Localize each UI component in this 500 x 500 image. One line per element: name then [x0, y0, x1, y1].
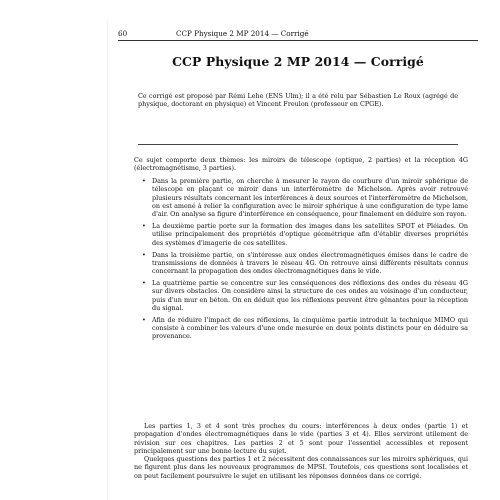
themes-paragraph: Ce sujet comporte deux thèmes: les miroirs de télescope (optique, 2 parties) et la réception 4G (électromagnétisme, 3 parties). — [134, 156, 468, 173]
list-item — [142, 279, 468, 312]
closing-section — [134, 422, 468, 480]
closing-paragraph: Quelques questions des parties 1 et 2 nécessitent des connaissances sur les miroirs sphériques, qui ne figurent plus dans les nouveaux programmes de MPSI. Toutefois, ces questions sont localisées et on peut facilement poursuivre le sujet en utilisant les réponses données dans ce corrigé. — [134, 455, 468, 480]
bullet-icon: • — [142, 222, 146, 231]
bullet-icon: • — [142, 315, 146, 324]
page-title: CCP Physique 2 MP 2014 — Corrigé — [172, 54, 424, 69]
list-item-text: Dans la première partie, on cherche à mesurer le rayon de courbure d'un miroir sphérique de télescope en plaçant ce miroir dans un interféromètre de Michelson. Après avoir retrouvé plusieurs résultats concernant les interférences à deux sources et l'interféromètre de Michelson, on est amené à relier la configuration avec le miroir sphérique à une configuration de type lame d'air. On analyse sa figure d'interférence en conséquence, pour finalement en déduire son rayon. — [152, 177, 468, 219]
list-item-text: Dans la troisième partie, on s'intéresse aux ondes électromagnétiques émises dans le cadre de transmissions de données à travers le réseau 4G. On retrouve ainsi différents résultats connus concernant la propagation des ondes électromagnétiques dans le vide. — [152, 250, 468, 276]
list-item-text: La quatrième partie se concentre sur les conséquences des réflexions des ondes du réseau 4G sur divers obstacles. On considère ainsi la structure de ces ondes au voisinage d'un conducteur, puis d'un mur en béton. On en déduit que les réflexions peuvent être gênantes pour la réception du signal. — [152, 279, 468, 312]
list-item-text: La deuxième partie porte sur la formation des images dans les satellites SPOT et Pléiades. On utilise principalement des propriétés d'optique géométrique afin d'établir diverses propriétés des systèmes d'imagerie de ces satellites. — [152, 222, 468, 247]
bullet-icon: • — [142, 250, 146, 259]
running-header — [118, 28, 478, 41]
parts-list — [142, 177, 468, 344]
list-item — [142, 222, 468, 247]
list-item-text: Afin de réduire l'impact de ces réflexions, la cinquième partie introduit la technique MIMO qui consiste à combiner les valeurs d'une onde mesurée en deux points distincts pour en déduire sa provenance. — [152, 315, 468, 341]
list-item — [142, 177, 468, 218]
bullet-icon: • — [142, 177, 146, 185]
running-title: CCP Physique 2 MP 2014 — Corrigé — [176, 29, 309, 38]
bullet-icon: • — [142, 279, 146, 288]
section-divider — [138, 144, 458, 145]
list-item — [142, 316, 468, 341]
list-item — [142, 251, 468, 276]
page-number: 60 — [118, 29, 128, 38]
credits-paragraph: Ce corrigé est proposé par Rémi Lehe (ENS Ulm); il a été relu par Sébastien Le Roux (agrégé de physique, doctorant en physique) et Vincent Freulon (professeur en CPGE). — [138, 92, 458, 109]
document-page — [108, 20, 488, 500]
closing-paragraph: Les parties 1, 3 et 4 sont très proches du cours: interférences à deux ondes (partie 1) et propagation d'ondes électromagnétiques dans le vide (parties 3 et 4). Elles serviront utilement de révision sur ces chapitres. Les parties 2 et 5 sont pour l'essentiel accessibles et reposent principalement sur une bonne lecture du sujet. — [134, 422, 468, 455]
